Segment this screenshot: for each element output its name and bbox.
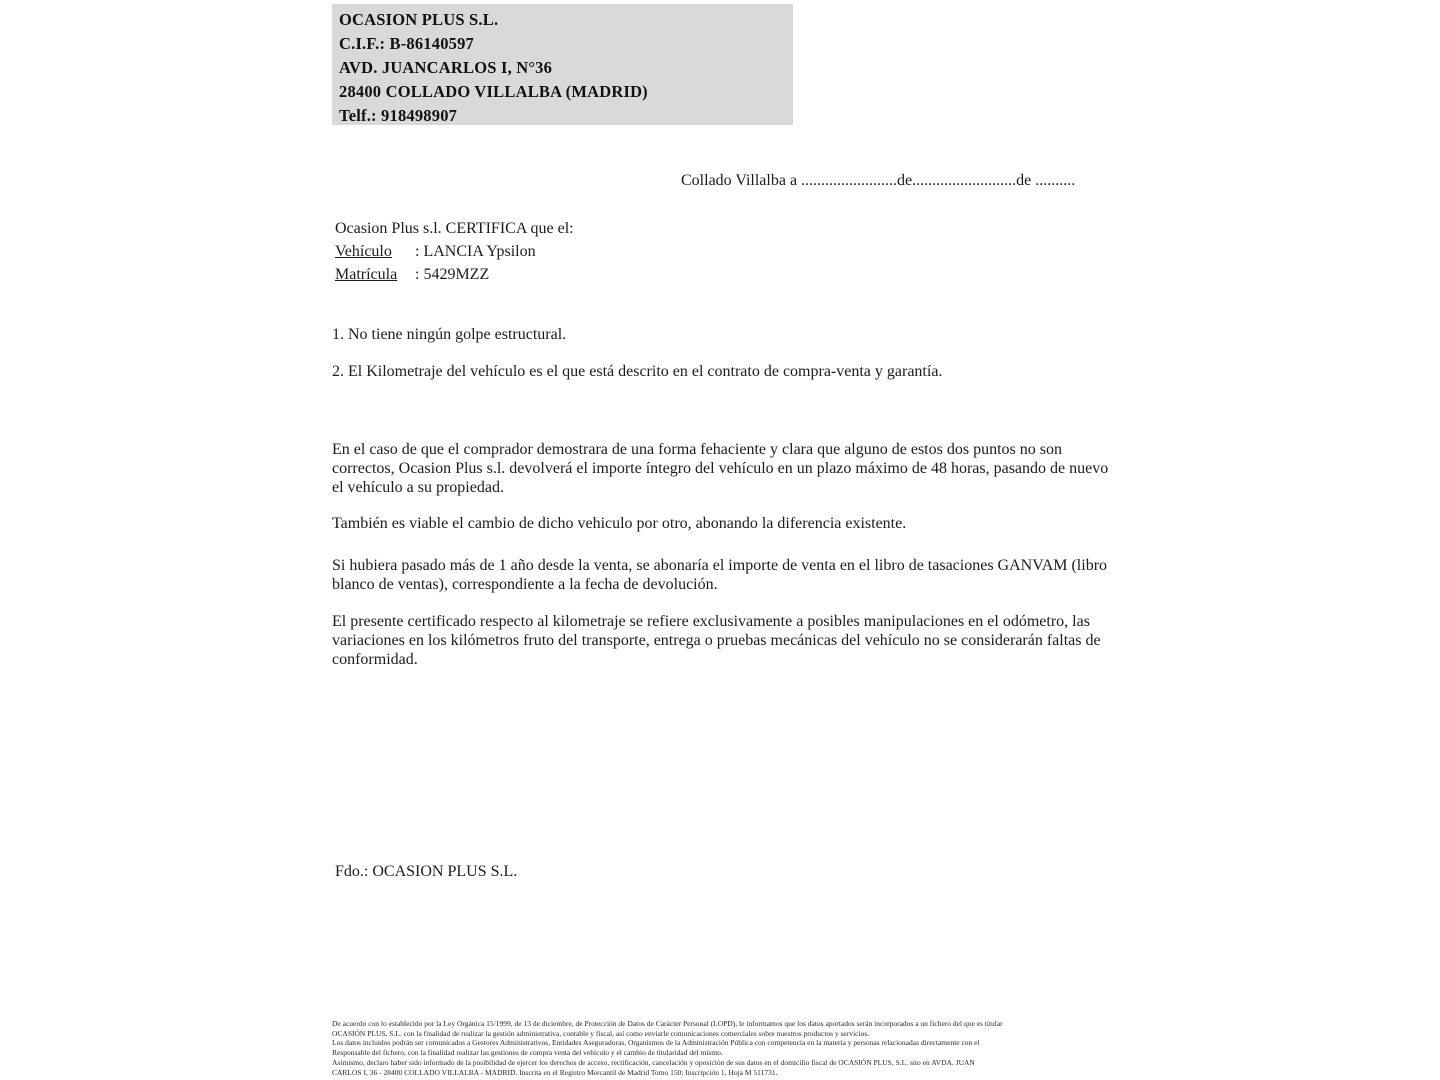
- vehicle-value: : LANCIA Ypsilon: [415, 243, 536, 260]
- company-address: AVD. JUANCARLOS I, N°36: [339, 58, 553, 77]
- company-cif: C.I.F.: B-86140597: [339, 34, 474, 53]
- company-letterhead-box: [332, 4, 793, 125]
- odometer-paragraph: El presente certificado respecto al kilometraje se refiere exclusivamente a posibles manipulaciones en el odómetro, las variaciones en los kilómetros fruto del transporte, entrega o pruebas mecánicas del vehículo no se considerarán faltas de conformidad.: [332, 613, 1101, 668]
- legal-footer: [332, 1019, 1112, 1077]
- legal-line: CARLOS I, 36 - 28400 COLLADO VILLALBA - MADRID. Inscrita en el Registro Mercantil de Madrid Tomo 150; Inscripción 1, Hoja M 511731.: [332, 1067, 778, 1077]
- exchange-paragraph: También es viable el cambio de dicho vehiculo por otro, abonando la diferencia existente.: [332, 515, 907, 532]
- plate-value: : 5429MZZ: [415, 266, 490, 283]
- legal-line: OCASIÓN PLUS, S.L. con la finalidad de realizar la gestión administrativa, contable y fiscal, así como enviarle comunicaciones comerciales sobre nuestros productos y servicios.: [332, 1028, 870, 1038]
- legal-line: Los datos incluidos podrán ser comunicados a Gestores Administrativos, Entidades Aseguradoras, Organismos de la Administración Pública con competencia en la materia y personas relacionadas directamente con el: [332, 1038, 980, 1048]
- signature-line: Fdo.: OCASION PLUS S.L.: [335, 863, 518, 880]
- plate-label: Matrícula: [335, 266, 398, 283]
- plate-row: [335, 263, 574, 286]
- condition-point-2: 2. El Kilometraje del vehículo es el que está descrito en el contrato de compra-venta y garantía.: [332, 363, 943, 380]
- company-name: OCASION PLUS S.L.: [339, 10, 499, 29]
- condition-point-1: 1. No tiene ningún golpe estructural.: [332, 326, 567, 343]
- legal-line: De acuerdo con lo establecido por la Ley Orgánica 15/1999, de 13 de diciembre, de Protección de Datos de Carácter Personal (LOPD), le informamos que los datos aportados serán incorporados a un fichero del que es titular: [332, 1019, 1003, 1028]
- legal-line: Responsable del fichero, con la finalidad realizar las gestiones de compra venta del vehículo y el cambio de titularidad del mismo.: [332, 1048, 723, 1058]
- company-phone: Telf.: 918498907: [339, 106, 458, 125]
- date-line: Collado Villalba a ........................de..........................de ..........: [681, 172, 1076, 189]
- legal-line: Asimismo, declaro haber sido informado de la posibilidad de ejercer los derechos de acceso, rectificación, cancelación y oposición de sus datos en el domicilio fiscal de OCASIÓN PLUS, S.L. sito en AVDA. JUAN: [332, 1057, 975, 1067]
- ganvam-paragraph: Si hubiera pasado más de 1 año desde la venta, se abonaría el importe de venta en el libro de tasaciones GANVAM (libro blanco de ventas), correspondiente a la fecha de devolución.: [332, 557, 1108, 593]
- certification-block: [335, 217, 574, 286]
- vehicle-row: [335, 240, 574, 263]
- refund-paragraph: En el caso de que el comprador demostrara de una forma fehaciente y clara que alguno de estos dos puntos no son correctos, Ocasion Plus s.l. devolverá el importe íntegro del vehículo en un plazo máximo de 48 horas, pasando de nuevo el vehículo a su propiedad.: [332, 441, 1109, 496]
- vehicle-label: Vehículo: [335, 243, 392, 260]
- certify-intro: Ocasion Plus s.l. CERTIFICA que el:: [335, 220, 574, 237]
- company-city: 28400 COLLADO VILLALBA (MADRID): [339, 82, 648, 101]
